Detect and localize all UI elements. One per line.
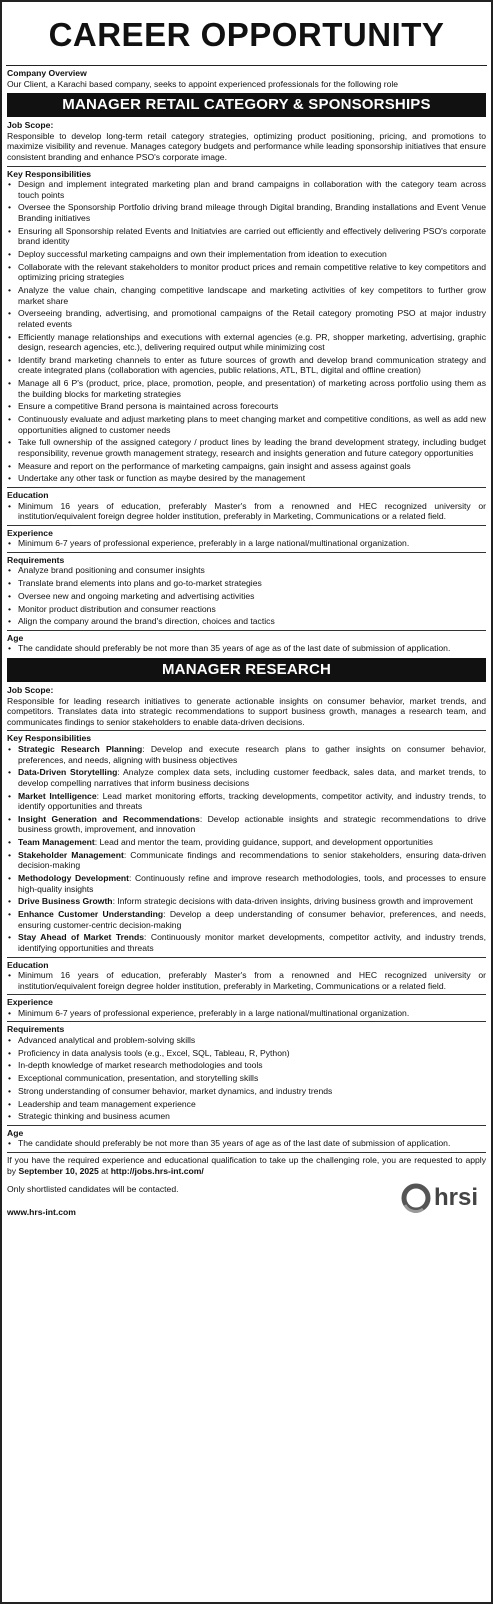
list-item [7, 501, 486, 522]
list-item [7, 604, 486, 615]
list-item [7, 401, 486, 412]
list-item-text: Identify brand marketing channels to enter as future sources of growth and develop brand communication strategy and create integrated plans (collaboration with agencies, public relations, ATL, BTL, digital and offline creation) [18, 354, 486, 376]
bullet-icon: • [8, 1098, 12, 1109]
apply-at: at [98, 1165, 111, 1176]
bullet-icon: • [8, 1047, 12, 1058]
bullet-icon: • [8, 849, 12, 860]
list-item [7, 643, 486, 654]
list-item-text: : Inform strategic decisions with data-driven insights, driving business growth and improvement [112, 896, 473, 907]
list-item-text: : Communicate findings and recommendations to senior stakeholders, ensuring data-driven decision-making [18, 849, 486, 871]
bullet-icon: • [8, 873, 12, 884]
divider [7, 487, 486, 488]
logo-text: hrsi [433, 1184, 478, 1212]
list-item [7, 970, 486, 991]
list-item [7, 578, 486, 589]
list-item-text: Monitor product distribution and consumer reactions [18, 603, 216, 614]
bullet-icon: • [8, 743, 12, 754]
footer [7, 1155, 486, 1217]
bullet-icon: • [8, 643, 12, 654]
job1-education-text: Minimum 16 years of education, preferably Master's from a renowned and HEC recognized university or institution/equivalent foreign degree holder institution, preferably in Marketing, Communications or a related field. [18, 500, 486, 522]
list-item-heading: Enhance Customer Understanding [18, 909, 164, 920]
list-item [7, 1035, 486, 1046]
job1-experience-text: Minimum 6-7 years of professional experience, preferably in a large national/multinational organization. [18, 538, 410, 549]
apply-instructions [7, 1155, 486, 1176]
overview-text: Our Client, a Karachi based company, seeks to appoint experienced professionals for the following role [7, 78, 399, 89]
bullet-icon: • [8, 767, 12, 778]
divider [7, 957, 486, 958]
bullet-icon: • [8, 603, 12, 614]
list-item [7, 932, 486, 953]
list-item [7, 202, 486, 223]
shortlist-note: Only shortlisted candidates will be contacted. [7, 1184, 179, 1195]
list-item [7, 565, 486, 576]
list-item-heading: Stakeholder Management [18, 849, 124, 860]
apply-text: If you have the required experience and educational qualification to take up the challenging role, you are requested to apply by [7, 1154, 486, 1176]
bullet-icon: • [8, 249, 12, 259]
list-item-text: Take full ownership of the assigned category / product lines by leading the brand development strategy, including budget responsibility, revenue growth management strategy, research and insights generation and future category opportunities [18, 437, 486, 458]
overview-label: Company Overview [7, 68, 87, 78]
bullet-icon: • [8, 1035, 12, 1046]
list-item [7, 437, 486, 458]
list-item-heading: Team Management [18, 837, 95, 848]
list-item-heading: Drive Business Growth [18, 896, 113, 907]
job1-req-label: Requirements [7, 554, 65, 565]
list-item [7, 179, 486, 200]
job2-requirements-list [7, 1035, 486, 1122]
bullet-icon: • [8, 378, 12, 389]
bullet-icon: • [8, 565, 12, 576]
list-item [7, 616, 486, 627]
page-title: CAREER OPPORTUNITY [48, 16, 445, 53]
list-item-text: : Analyze complex data sets, including customer feedback, sales data, and market trends, to develop compelling narratives that inform business decisions [18, 767, 486, 788]
list-item-text: Translate brand elements into plans and go-to-market strategies [18, 578, 262, 589]
list-item-text: Continuously evaluate and adjust marketing plans to meet changing market and competitive conditions, as well as add new opportunities aligned to customer needs [18, 414, 486, 435]
bullet-icon: • [8, 932, 12, 943]
bullet-icon: • [8, 1007, 12, 1018]
list-item-text: Deploy successful marketing campaigns and own their implementation from ideation to execution [18, 249, 387, 259]
list-item-text: Oversee new and ongoing marketing and advertising activities [18, 590, 255, 601]
list-item-text: : Lead and mentor the team, providing guidance, support, and development opportunities [94, 837, 433, 848]
list-item-text: Leadership and team management experience [18, 1098, 196, 1109]
job1-exp-label: Experience [7, 527, 53, 538]
bullet-icon: • [8, 500, 12, 511]
list-item [7, 285, 486, 306]
job2-education-list [7, 970, 486, 991]
list-item [7, 1048, 486, 1059]
bullet-icon: • [8, 1085, 12, 1096]
list-item-text: Align the company around the brand's direction, choices and tactics [18, 616, 275, 627]
list-item [7, 355, 486, 376]
job1-age-list [7, 643, 486, 654]
bullet-icon: • [8, 225, 12, 236]
list-item-heading: Data-Driven Storytelling [18, 767, 118, 778]
bullet-icon: • [8, 401, 12, 412]
bullet-icon: • [8, 970, 12, 981]
list-item-text: : Lead market monitoring efforts, tracking developments, competitor activity, and industry trends, to identify opportunities and threats [18, 790, 486, 812]
list-item-text: Undertake any other task or function as maybe desired by the management [18, 473, 306, 484]
list-item-text: Design and implement integrated marketing plan and brand campaigns in collaboration with the category team across touch points [18, 179, 486, 200]
list-item-text: Overseeing branding, advertising, and promotional campaigns of the Retail category promoting PSO at major industry related events [18, 308, 486, 329]
bullet-icon: • [8, 616, 12, 627]
bullet-icon: • [8, 813, 12, 824]
divider [7, 1125, 486, 1126]
bullet-icon: • [8, 1073, 12, 1084]
job2-age-list [7, 1138, 486, 1149]
list-item [7, 262, 486, 283]
list-item-heading: Stay Ahead of Market Trends [18, 932, 144, 943]
list-item [7, 1073, 486, 1084]
list-item [7, 767, 486, 788]
bullet-icon: • [8, 896, 12, 907]
job1-edu-label: Education [7, 489, 49, 500]
job2-req-label: Requirements [7, 1024, 65, 1035]
list-item-text: Exceptional communication, presentation, and storytelling skills [18, 1073, 259, 1084]
bullet-icon: • [8, 331, 12, 342]
list-item-text: Ensuring all Sponsorship related Events and Initiatvies are carried out efficiently and effectively delivering PSO's corporate brand identity [18, 225, 486, 247]
list-item-text: : Continuously monitor market developments, competitor activity, and industry trends, identifying opportunities and threats [18, 932, 486, 953]
divider [7, 552, 486, 553]
list-item [7, 1111, 486, 1122]
hrsi-logo-icon [401, 1183, 431, 1213]
list-item [7, 473, 486, 484]
bullet-icon: • [8, 1060, 12, 1071]
job1-age-label: Age [7, 632, 24, 643]
list-item-text: Ensure a competitive Brand persona is maintained across forecourts [18, 401, 279, 412]
list-item-text: : Develop actionable insights and strategic recommendations to drive business growth, improvement, and innovation [18, 813, 486, 835]
header [6, 5, 487, 66]
job1-experience-list [7, 538, 486, 549]
list-item-heading: Methodology Development [18, 873, 129, 884]
bullet-icon: • [8, 790, 12, 801]
list-item-text: Manage all 6 P's (product, price, place, promotion, people, and presentation) of marketing across portfolio using them as the building blocks for marketing strategies [18, 378, 486, 399]
divider [7, 994, 486, 995]
list-item [7, 744, 486, 765]
bullet-icon: • [8, 1111, 12, 1122]
job2-experience-text: Minimum 6-7 years of professional experience, preferably in a large national/multinational organization. [18, 1007, 410, 1018]
divider [7, 525, 486, 526]
apply-deadline: September 10, 2025 [18, 1165, 99, 1176]
list-item-text: Advanced analytical and problem-solving skills [18, 1035, 196, 1046]
bullet-icon: • [8, 202, 12, 213]
list-item [7, 226, 486, 247]
list-item [7, 1008, 486, 1019]
list-item-text: Oversee the Sponsorship Portfolio driving brand mileage through Digital branding, Branding installations and Event Venue Branding initiatives [18, 202, 486, 224]
job2-scope-label: Job Scope: [7, 685, 54, 695]
list-item-text: Analyze brand positioning and consumer insights [18, 565, 205, 576]
list-item [7, 461, 486, 472]
list-item [7, 1086, 486, 1097]
job2-scope-text: Responsible for leading research initiatives to generate actionable insights on consumer behavior, market trends, and competitors. Translates data into strategic recommendations to support business growth, manages a research team, and communicates findings to senior stakeholders to enable data-driven decisions. [7, 695, 486, 727]
list-item [7, 332, 486, 353]
job1-age-text: The candidate should preferably be not more than 35 years of age as of the last date of submission of application. [18, 643, 451, 654]
bullet-icon: • [8, 590, 12, 601]
job2-age-label: Age [7, 1127, 24, 1138]
list-item-text: In-depth knowledge of market research methodologies and tools [18, 1060, 263, 1071]
list-item [7, 308, 486, 329]
job2-exp-label: Experience [7, 997, 53, 1008]
list-item [7, 1099, 486, 1110]
job1-title-bar: MANAGER RETAIL CATEGORY & SPONSORSHIPS [7, 93, 486, 117]
divider [7, 166, 486, 167]
job1-requirements-list [7, 565, 486, 626]
job2-experience-list [7, 1008, 486, 1019]
list-item [7, 591, 486, 602]
job2-age-text: The candidate should preferably be not more than 35 years of age as of the last date of submission of application. [18, 1138, 451, 1149]
job1-education-list [7, 501, 486, 522]
bullet-icon: • [8, 284, 12, 295]
list-item-heading: Strategic Research Planning [18, 743, 143, 754]
bullet-icon: • [8, 1138, 12, 1149]
bullet-icon: • [8, 179, 12, 190]
list-item [7, 1138, 486, 1149]
website-link[interactable]: www.hrs-int.com [7, 1206, 76, 1217]
job2-edu-label: Education [7, 959, 49, 970]
job1-resp-label: Key Responsibilities [7, 168, 92, 179]
divider [7, 1021, 486, 1022]
list-item [7, 873, 486, 894]
bullet-icon: • [8, 909, 12, 920]
bullet-icon: • [8, 414, 12, 425]
list-item [7, 909, 486, 930]
divider [7, 1152, 486, 1153]
hrsi-logo [401, 1183, 478, 1213]
list-item [7, 814, 486, 835]
list-item-text: Collaborate with the relevant stakeholders to monitor product prices and remain competitive relative to key competitors and optimizing pricing strategies [18, 261, 486, 283]
list-item-text: Proficiency in data analysis tools (e.g., Excel, SQL, Tableau, R, Python) [18, 1047, 290, 1058]
list-item [7, 791, 486, 812]
job1-scope-text: Responsible to develop long-term retail category strategies, optimizing product positioning, pricing, and promotions to maximize visibility and revenue. Manages category budgets and performance while leading sponsorship initiatives that ensure consistent branding and enhance PSO's corporate image. [7, 130, 486, 162]
job2-title-bar: MANAGER RESEARCH [7, 658, 486, 682]
bullet-icon: • [8, 308, 12, 319]
job2-education-text: Minimum 16 years of education, preferably Master's from a renowned and HEC recognized university or institution/equivalent foreign degree holder institution, preferably in Marketing, Communications or a related field. [18, 970, 486, 991]
apply-link[interactable]: http://jobs.hrs-int.com/ [110, 1165, 204, 1176]
divider [7, 730, 486, 731]
list-item-text: Strong understanding of consumer behavior, market dynamics, and industry trends [18, 1085, 333, 1096]
job1-scope-label: Job Scope: [7, 120, 54, 131]
bullet-icon: • [8, 837, 12, 848]
job2-responsibilities-list [7, 744, 486, 954]
list-item-heading: Market Intelligence [18, 790, 97, 801]
job2-resp-label: Key Responsibilities [7, 733, 92, 744]
bullet-icon: • [8, 538, 12, 549]
list-item [7, 538, 486, 549]
job1-responsibilities-list [7, 179, 486, 484]
list-item-text: : Develop a deep understanding of consumer behavior, preferences, and needs, ensuring customer-centric decision-making [18, 909, 486, 930]
list-item [7, 414, 486, 435]
bullet-icon: • [8, 578, 12, 589]
list-item-text: Efficiently manage relationships and executions with external agencies (e.g. PR, shopper marketing, advertising, graphic design, research agencies, etc.), delivering required output while minimizing cost [18, 331, 486, 353]
list-item-text: : Develop and execute research plans to gather insights on consumer behavior, preferences, and needs, aligning with business objectives [18, 743, 486, 765]
list-item [7, 850, 486, 871]
list-item-text: Strategic thinking and business acumen [18, 1111, 170, 1122]
list-item [7, 249, 486, 260]
list-item [7, 1060, 486, 1071]
bullet-icon: • [8, 460, 12, 471]
bullet-icon: • [8, 473, 12, 484]
list-item [7, 896, 486, 907]
list-item-heading: Insight Generation and Recommendations [18, 813, 200, 824]
bullet-icon: • [8, 354, 12, 365]
list-item [7, 837, 486, 848]
list-item [7, 378, 486, 399]
list-item-text: Measure and report on the performance of marketing campaigns, gain insight and assess against goals [18, 460, 411, 471]
content [2, 68, 491, 1217]
list-item-text: : Continuously refine and improve research methodologies, tools, and processes to ensure high-quality insights [18, 873, 486, 894]
bullet-icon: • [8, 261, 12, 272]
divider [7, 630, 486, 631]
bullet-icon: • [8, 437, 12, 448]
list-item-text: Analyze the value chain, changing competitive landscape and marketing activities of key competitors to further grow market share [18, 284, 486, 306]
